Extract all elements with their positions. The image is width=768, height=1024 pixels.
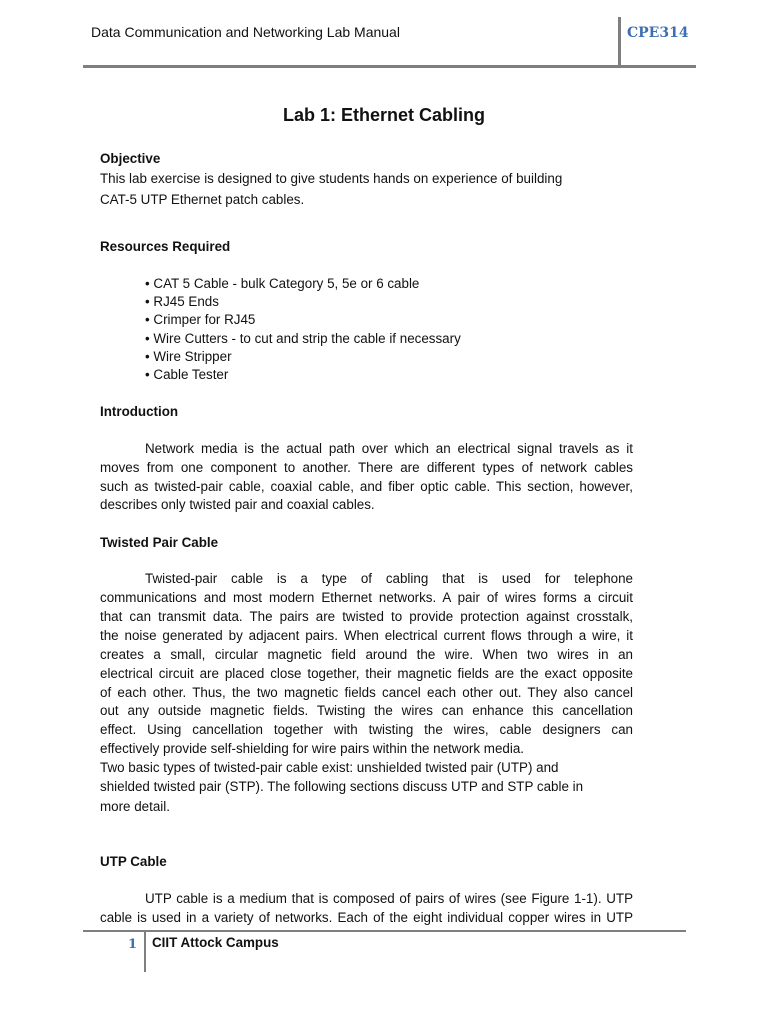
twisted-pair-line: Two basic types of twisted-pair cable exist: unshielded twisted pair (UTP) and — [100, 760, 559, 775]
page-number: 1 — [128, 937, 138, 952]
introduction-line: such as twisted-pair cable, coaxial cable, and fiber optic cable. This section, however, — [100, 479, 633, 494]
utp-line: UTP cable is a medium that is composed of pairs of wires (see Figure 1-1). UTP — [145, 891, 633, 906]
twisted-pair-line: the noise generated by adjacent pairs. When electrical current flows through a wire, it — [100, 628, 633, 643]
resource-item: • Crimper for RJ45 — [145, 312, 256, 327]
course-code: CPE314 — [627, 25, 689, 41]
twisted-pair-line: electrical circuit are placed close together, their magnetic fields are the exact opposite — [100, 666, 633, 681]
utp-line: cable is used in a variety of networks. Each of the eight individual copper wires in UTP — [100, 910, 633, 925]
resource-item: • Wire Cutters - to cut and strip the cable if necessary — [145, 331, 461, 346]
objective-heading: Objective — [100, 151, 161, 166]
resource-item: • Cable Tester — [145, 367, 229, 382]
twisted-pair-line: effectively provide self-shielding for wire pairs within the network media. — [100, 741, 524, 756]
introduction-line: describes only twisted pair and coaxial cables. — [100, 497, 375, 512]
twisted-pair-line: Twisted-pair cable is a type of cabling that is used for telephone — [145, 571, 633, 586]
twisted-pair-line: out any outside magnetic fields. Twisting the wires can enhance this cancellation — [100, 703, 633, 718]
twisted-pair-line: that can transmit data. The pairs are twisted to provide protection against crosstalk, — [100, 609, 633, 624]
footer-campus: CIIT Attock Campus — [152, 935, 279, 950]
utp-heading: UTP Cable — [100, 854, 167, 869]
twisted-pair-line: effect. Using cancellation together with twisting the wires, cable designers can — [100, 722, 633, 737]
resources-heading: Resources Required — [100, 239, 231, 254]
twisted-pair-line: shielded twisted pair (STP). The following sections discuss UTP and STP cable in — [100, 779, 584, 794]
introduction-line: Network media is the actual path over which an electrical signal travels as it — [145, 441, 633, 456]
twisted-pair-line: more detail. — [100, 799, 170, 814]
twisted-pair-line: creates a small, circular magnetic field around the wire. When two wires in an — [100, 647, 633, 662]
twisted-pair-heading: Twisted Pair Cable — [100, 535, 219, 550]
header-divider-vertical — [618, 17, 621, 67]
twisted-pair-line: of each other. Thus, the two magnetic fields cancel each other out. They also cancel — [100, 685, 633, 700]
header-divider — [83, 65, 696, 68]
resource-item: • CAT 5 Cable - bulk Category 5, 5e or 6 cable — [145, 276, 420, 291]
resource-item: • Wire Stripper — [145, 349, 232, 364]
objective-line: This lab exercise is designed to give students hands on experience of building — [100, 171, 563, 186]
introduction-line: moves from one component to another. There are different types of network cables — [100, 460, 633, 475]
twisted-pair-line: communications and most modern Ethernet networks. A pair of wires forms a circuit — [100, 590, 633, 605]
footer-divider — [83, 930, 686, 932]
resource-item: • RJ45 Ends — [145, 294, 219, 309]
page-title: Lab 1: Ethernet Cabling — [282, 105, 486, 125]
footer-divider-vertical — [144, 932, 146, 972]
introduction-heading: Introduction — [100, 404, 179, 419]
header-title: Data Communication and Networking Lab Manual — [91, 24, 400, 40]
objective-line: CAT-5 UTP Ethernet patch cables. — [100, 192, 305, 207]
